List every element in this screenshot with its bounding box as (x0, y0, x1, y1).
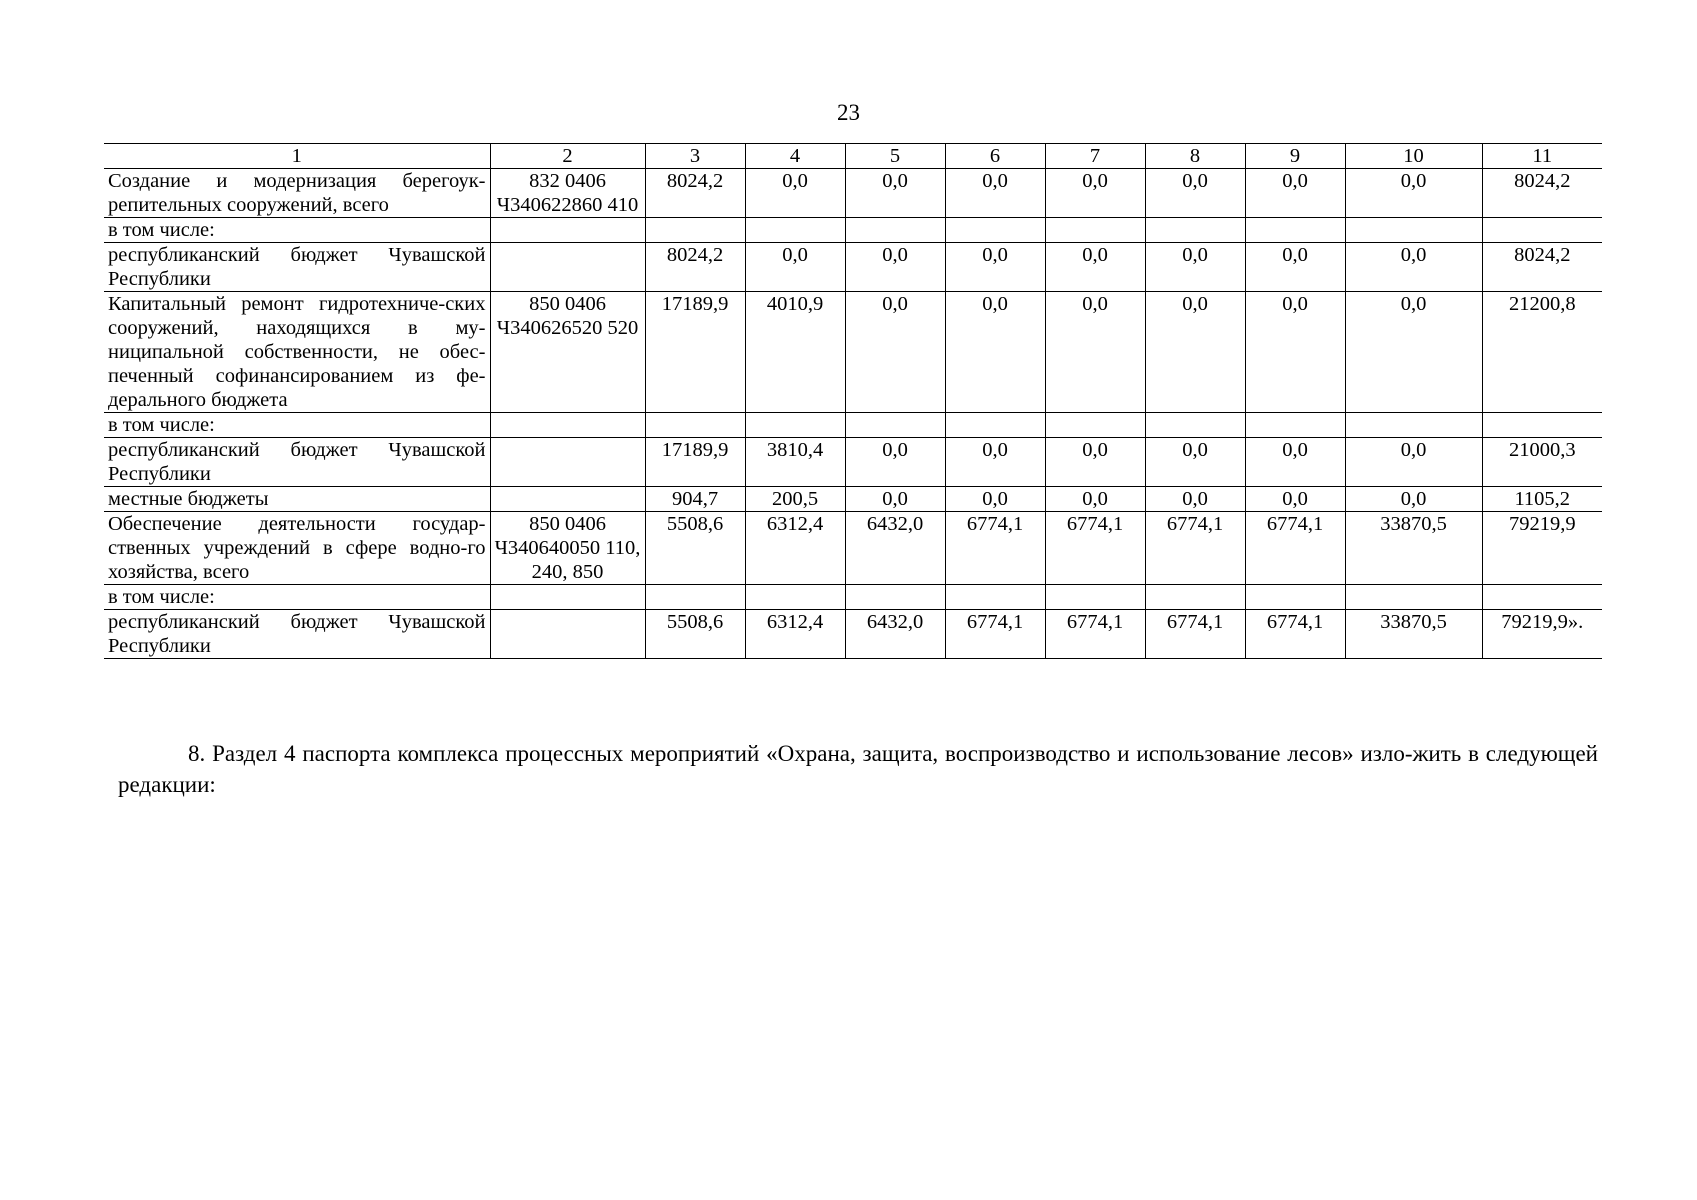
value-cell: 200,5 (745, 487, 845, 512)
budget-code-cell (490, 218, 645, 243)
table-row (104, 169, 1602, 218)
budget-code-cell: 850 0406 Ч340626520 520 (490, 292, 645, 413)
value-cell: 0,0 (1045, 438, 1145, 487)
value-cell (745, 218, 845, 243)
value-cell (1482, 218, 1602, 243)
budget-code-cell: 832 0406 Ч340622860 410 (490, 169, 645, 218)
value-cell: 0,0 (745, 169, 845, 218)
value-cell: 0,0 (1145, 292, 1245, 413)
column-header: 1 (104, 144, 490, 169)
value-cell: 4010,9 (745, 292, 845, 413)
value-cell (745, 585, 845, 610)
value-cell: 0,0 (1345, 438, 1482, 487)
value-cell (1245, 413, 1345, 438)
value-cell: 0,0 (1245, 487, 1345, 512)
value-cell: 0,0 (1245, 292, 1345, 413)
value-cell: 6774,1 (1245, 610, 1345, 659)
column-header: 2 (490, 144, 645, 169)
value-cell: 0,0 (1145, 438, 1245, 487)
value-cell: 17189,9 (645, 292, 745, 413)
value-cell: 0,0 (1245, 243, 1345, 292)
value-cell: 6312,4 (745, 610, 845, 659)
table-row (104, 487, 1602, 512)
row-name-cell: Капитальный ремонт гидротехниче-ских сооружений, находящихся в му-ниципальной собственности, не обес-печенный софинансированием из фе-дерального бюджета (104, 292, 490, 413)
value-cell: 0,0 (1345, 169, 1482, 218)
value-cell (745, 413, 845, 438)
budget-code-cell (490, 413, 645, 438)
budget-code-cell (490, 243, 645, 292)
value-cell: 8024,2 (1482, 243, 1602, 292)
column-header: 6 (945, 144, 1045, 169)
table-row (104, 610, 1602, 659)
value-cell: 6774,1 (1045, 512, 1145, 585)
value-cell (1145, 585, 1245, 610)
value-cell: 79219,9 (1482, 512, 1602, 585)
value-cell (645, 413, 745, 438)
value-cell (1482, 585, 1602, 610)
row-name-cell: республиканский бюджет Чувашской Республики (104, 610, 490, 659)
value-cell (945, 218, 1045, 243)
table-row (104, 585, 1602, 610)
row-name-cell: Обеспечение деятельности государ-ственных учреждений в сфере водно-го хозяйства, всего (104, 512, 490, 585)
value-cell: 5508,6 (645, 512, 745, 585)
value-cell: 0,0 (1045, 487, 1145, 512)
value-cell: 0,0 (1345, 243, 1482, 292)
column-header: 7 (1045, 144, 1145, 169)
value-cell: 33870,5 (1345, 512, 1482, 585)
page-number: 23 (837, 100, 860, 125)
value-cell: 0,0 (1045, 292, 1145, 413)
row-name-cell: Создание и модернизация берегоук-репительных сооружений, всего (104, 169, 490, 218)
value-cell (1045, 413, 1145, 438)
value-cell: 6774,1 (945, 512, 1045, 585)
value-cell: 904,7 (645, 487, 745, 512)
section-paragraph: 8. Раздел 4 паспорта комплекса процессных мероприятий «Охрана, защита, воспроизводство и использование лесов» изло-жить в следующей редакции: (118, 741, 1598, 797)
value-cell: 6774,1 (1045, 610, 1145, 659)
value-cell: 0,0 (945, 438, 1045, 487)
row-name-cell: в том числе: (104, 585, 490, 610)
value-cell: 8024,2 (645, 243, 745, 292)
value-cell: 5508,6 (645, 610, 745, 659)
table-row (104, 512, 1602, 585)
value-cell: 6774,1 (1245, 512, 1345, 585)
row-name-cell: местные бюджеты (104, 487, 490, 512)
value-cell: 0,0 (845, 438, 945, 487)
value-cell: 8024,2 (645, 169, 745, 218)
value-cell: 6312,4 (745, 512, 845, 585)
value-cell (1245, 585, 1345, 610)
value-cell: 21200,8 (1482, 292, 1602, 413)
column-header: 3 (645, 144, 745, 169)
table-row (104, 218, 1602, 243)
value-cell: 0,0 (1045, 243, 1145, 292)
value-cell: 0,0 (1345, 292, 1482, 413)
value-cell (1345, 218, 1482, 243)
row-name-cell: в том числе: (104, 413, 490, 438)
budget-code-cell (490, 610, 645, 659)
budget-code-cell: 850 0406 Ч340640050 110, 240, 850 (490, 512, 645, 585)
value-cell (1245, 218, 1345, 243)
table-row (104, 413, 1602, 438)
value-cell: 0,0 (845, 487, 945, 512)
value-cell: 21000,3 (1482, 438, 1602, 487)
value-cell: 1105,2 (1482, 487, 1602, 512)
value-cell: 3810,4 (745, 438, 845, 487)
value-cell: 0,0 (1045, 169, 1145, 218)
value-cell: 0,0 (845, 243, 945, 292)
value-cell: 0,0 (945, 243, 1045, 292)
value-cell (1045, 585, 1145, 610)
value-cell: 0,0 (745, 243, 845, 292)
row-name-cell: республиканский бюджет Чувашской Республики (104, 438, 490, 487)
table-row (104, 243, 1602, 292)
table-row (104, 438, 1602, 487)
table-header-row (104, 144, 1602, 169)
value-cell: 0,0 (945, 487, 1045, 512)
table-row (104, 292, 1602, 413)
column-header: 9 (1245, 144, 1345, 169)
value-cell: 17189,9 (645, 438, 745, 487)
value-cell: 0,0 (845, 169, 945, 218)
column-header: 8 (1145, 144, 1245, 169)
budget-table (104, 143, 1602, 659)
budget-code-cell (490, 585, 645, 610)
value-cell (945, 413, 1045, 438)
value-cell (945, 585, 1045, 610)
value-cell: 0,0 (1245, 169, 1345, 218)
value-cell: 6432,0 (845, 610, 945, 659)
value-cell (845, 413, 945, 438)
budget-code-cell (490, 438, 645, 487)
value-cell (1045, 218, 1145, 243)
value-cell: 6774,1 (945, 610, 1045, 659)
value-cell: 0,0 (945, 292, 1045, 413)
value-cell: 0,0 (1345, 487, 1482, 512)
value-cell: 0,0 (1245, 438, 1345, 487)
value-cell: 0,0 (1145, 243, 1245, 292)
value-cell: 0,0 (1145, 487, 1245, 512)
value-cell: 6774,1 (1145, 512, 1245, 585)
value-cell: 0,0 (1145, 169, 1245, 218)
value-cell: 79219,9». (1482, 610, 1602, 659)
budget-code-cell (490, 487, 645, 512)
value-cell (645, 585, 745, 610)
column-header: 5 (845, 144, 945, 169)
column-header: 10 (1345, 144, 1482, 169)
value-cell (1345, 585, 1482, 610)
value-cell: 33870,5 (1345, 610, 1482, 659)
column-header: 11 (1482, 144, 1602, 169)
row-name-cell: республиканский бюджет Чувашской Республики (104, 243, 490, 292)
value-cell (845, 218, 945, 243)
row-name-cell: в том числе: (104, 218, 490, 243)
value-cell: 8024,2 (1482, 169, 1602, 218)
value-cell: 0,0 (845, 292, 945, 413)
value-cell (1145, 413, 1245, 438)
value-cell: 0,0 (945, 169, 1045, 218)
value-cell (645, 218, 745, 243)
value-cell (1145, 218, 1245, 243)
value-cell (845, 585, 945, 610)
value-cell: 6774,1 (1145, 610, 1245, 659)
value-cell (1345, 413, 1482, 438)
value-cell (1482, 413, 1602, 438)
column-header: 4 (745, 144, 845, 169)
value-cell: 6432,0 (845, 512, 945, 585)
